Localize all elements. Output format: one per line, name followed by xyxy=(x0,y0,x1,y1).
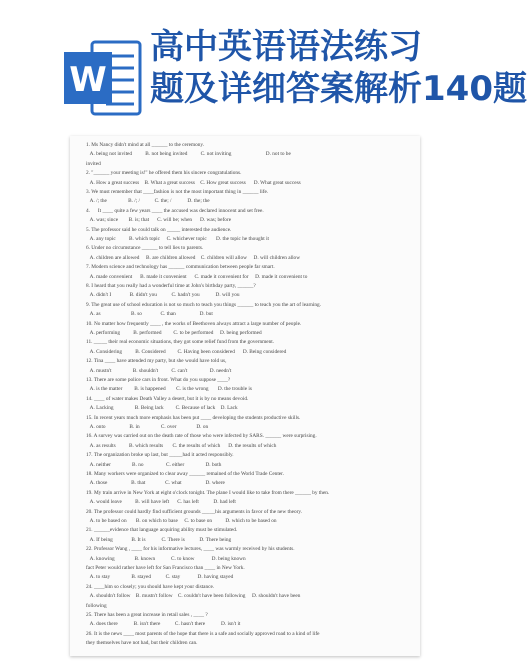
document-line: A. Considering B. Considered C. Having been considered D. Being considered xyxy=(86,348,287,355)
document-line: A. didn't I B. didn't you C. hadn't you D. will you xyxy=(86,292,240,299)
document-line: 25. There has been a great increase in retail sales , ____ ? xyxy=(86,612,208,618)
document-line: 13. There are some police cars in front. What do you suppose ____? xyxy=(86,377,231,383)
document-line: A. as B. so C. than D. but xyxy=(86,311,213,318)
header-banner xyxy=(0,0,527,132)
document-line: 14. ____ of water makes Death Valley a desert, but it is by no means devoid. xyxy=(86,395,249,402)
page-title xyxy=(150,26,527,110)
document-line: 19. My train arrive in New York at eight o'clock tonight. The plane I would like to take from there ______ by then. xyxy=(86,489,330,496)
document-line: A. would leave B. will have left C. has left D. had left xyxy=(86,499,236,506)
document-line: 9. The great use of school education is not so much to teach you things ______ to teach you the art of learning. xyxy=(86,301,321,308)
document-line: 12. Tina ____ have attended my party, but she would have told us, xyxy=(86,358,227,365)
document-line: 2. "______ your meeting is!" he offered them his sincere congratulations. xyxy=(86,170,242,177)
word-document-icon xyxy=(62,40,142,116)
document-line: 21. ______evidence that language acquiring ability must be stimulated. xyxy=(86,527,238,534)
document-line: 7. Modern science and technology has ______ communication between people far smart. xyxy=(86,264,275,271)
document-line: A. knowing B. known C. to know D. being known xyxy=(86,555,246,562)
document-line: A. neither B. no C. either D. both xyxy=(86,461,222,468)
document-line: A. made convenient B. made it convenient C. made it convenient for D. made it convenient to xyxy=(86,273,308,280)
document-line: following xyxy=(86,602,107,609)
document-line: 17. The organization broke up last, but _____had it acted responsibly. xyxy=(86,452,234,459)
document-line: 22. Professor Wang , ____ for his informative lectures, ____ was warmly received by his students. xyxy=(86,546,295,553)
document-line: A. was; since B. is; that C. will be; when D. was; before xyxy=(86,217,232,224)
document-line: 6. Under no circumstance ______ to tell lies to parents. xyxy=(86,245,204,252)
document-line: 8. I heard that you really had a wonderful time at John's birthday party, ______? xyxy=(86,283,256,289)
document-line: A. to be based on B. on which to base C. to base on D. which to be based on xyxy=(86,518,277,524)
document-line: fact Peter would rather have left for San Francisco than ____ in New York. xyxy=(86,565,245,571)
document-line: 11. _____ their real economic situations, they got some relief fund from the government. xyxy=(86,339,275,346)
document-line: A. If being B. It is C. There is D. There being xyxy=(86,536,232,543)
document-line: A. onto B. in C. over D. on xyxy=(86,424,209,430)
document-line: invited xyxy=(86,160,101,167)
document-line: 3. We must remember that ____fashion is not the most important thing in ______ life. xyxy=(86,189,269,195)
document-line: 5. The professor said he could talk on _____ interested the audience. xyxy=(86,226,232,233)
document-line: A. mustn't B. shouldn't C. can't D. needn't xyxy=(86,367,232,374)
document-line: A. Lacking B. Being lack C. Because of lack D. Lack xyxy=(86,405,238,412)
document-line: 20. The professor could hardly find sufficient grounds _____his arguments in favor of the new theory. xyxy=(86,508,303,515)
document-line: A. being not invited B. not being invited C. not inviting D. not to be xyxy=(86,151,291,158)
document-line: 26. It is the news ____ most parents of the hope that there is a safe and socially approved road to a kind of life xyxy=(86,630,320,637)
document-line: 24. ____him so closely; you should have kept your distance. xyxy=(86,583,215,590)
document-line: 16. A survey was carried out on the death rate of those who were infected by SARS. ______ were surprising. xyxy=(86,433,317,440)
document-line: A. shouldn't follow B. mustn't follow C. couldn't have been following D. shouldn't have been xyxy=(86,593,301,600)
word-icon-letter: W xyxy=(69,60,107,100)
document-line: 4. It ____ quite a few years ____ the accused was declared innocent and set free. xyxy=(86,207,264,214)
document-line: A. those B. that C. what D. where xyxy=(86,480,225,487)
document-line: A. any topic B. which topic C. whichever topic D. the topic he thought it xyxy=(86,236,270,242)
document-line: A. How a great success B. What a great success C. How great success D. What great success xyxy=(86,179,301,186)
document-line: 10. No matter how frequently ____ , the works of Beethoven always attract a large number of people. xyxy=(86,320,302,327)
document-line: they themselves have not had, but their children can. xyxy=(86,640,198,647)
document-line: 18. Many workers were organized to clear away ______ remained of the World Trade Center. xyxy=(86,471,284,477)
document-line: A. is the matter B. is happened C. is the wrong D. the trouble is xyxy=(86,386,252,393)
title-line-1: 高中英语语法练习 xyxy=(150,27,422,67)
document-line: A. children are allowed B. are children allowed C. children will allow D. will children allow xyxy=(86,254,301,261)
document-line: A. as results B. which results C. the results of which D. the results of which xyxy=(86,442,277,449)
document-line: 15. In recent years much more emphasis has been put ____ developing the students productive skills. xyxy=(86,414,301,421)
document-page-preview xyxy=(70,136,420,656)
document-line: A. performing B. performed C. to be performed D. being performed xyxy=(86,330,262,336)
document-line: 1. Ms Nancy didn't mind at all ______ to the ceremony. xyxy=(86,142,205,148)
document-line: A. /; the B. /; / C. the; / D. the; the xyxy=(86,198,210,205)
title-line-2: 题及详细答案解析140题 xyxy=(150,69,527,109)
document-line: A. does there B. isn't there C. hasn't there D. isn't it xyxy=(86,621,241,628)
document-line: A. to stay B. stayed C. stay D. having stayed xyxy=(86,574,234,581)
